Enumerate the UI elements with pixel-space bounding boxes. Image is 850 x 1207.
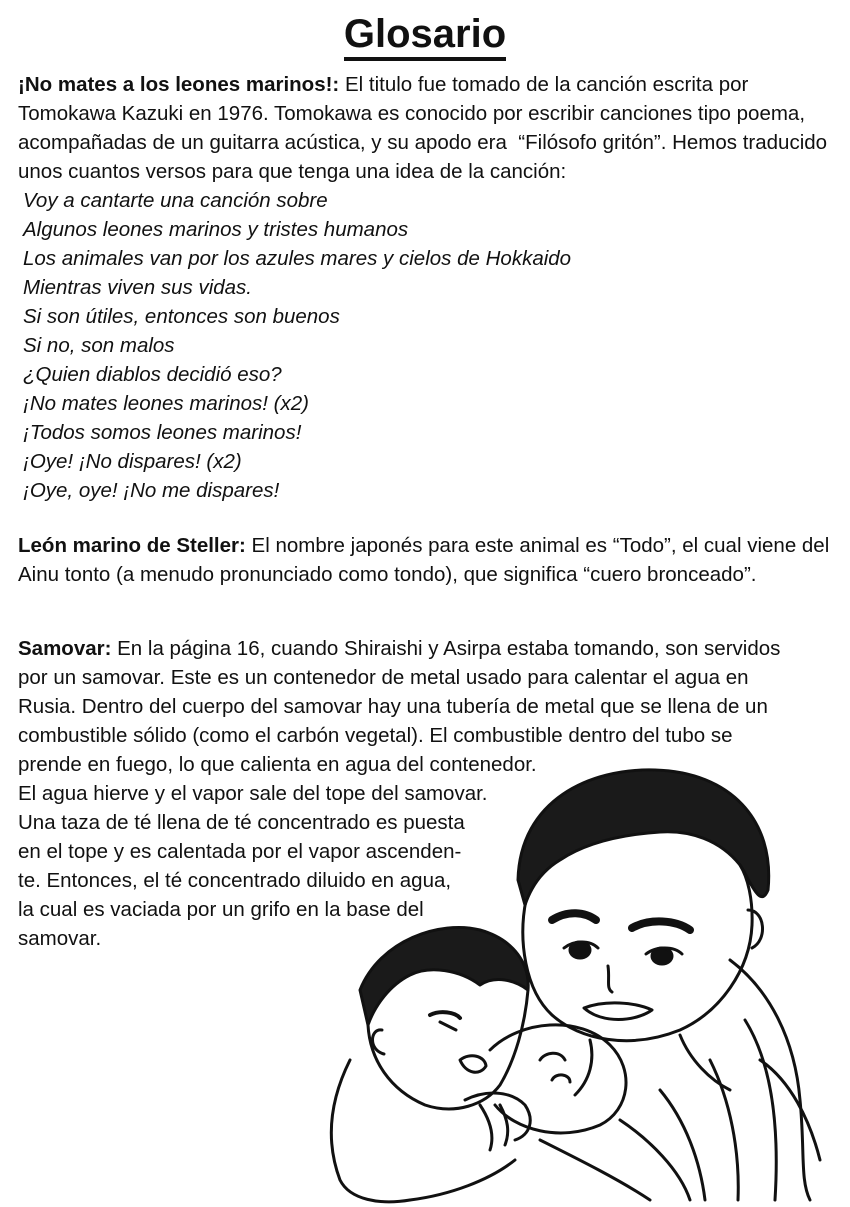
verse-line: ¿Quien diablos decidió eso? xyxy=(23,363,282,386)
entry-steller-text xyxy=(18,531,833,589)
verse-line: Si son útiles, entonces son buenos xyxy=(23,305,340,328)
verse-line: ¡Oye, oye! ¡No me dispares! xyxy=(23,479,280,502)
entry-samovar-line: Una taza de té llena de té concentrado es puesta xyxy=(18,811,465,834)
entry-samovar-line: samovar. xyxy=(18,927,102,950)
page-title xyxy=(0,12,850,57)
manga-mother-and-child-illustration xyxy=(290,760,835,1205)
verse-line: ¡No mates leones marinos! (x2) xyxy=(23,392,309,415)
entry-samovar-line: El agua hierve y el vapor sale del tope del samovar. xyxy=(18,782,488,805)
verse-line: ¡Oye! ¡No dispares! (x2) xyxy=(23,450,242,473)
entry-samovar-line xyxy=(18,634,833,663)
entry-samovar-line: por un samovar. Este es un contenedor de metal usado para calentar el agua en xyxy=(18,666,749,689)
song-verses xyxy=(18,186,833,505)
entry-samovar-line: la cual es vaciada por un grifo en la base del xyxy=(18,898,424,921)
page-title-text: Glosario xyxy=(344,12,506,61)
verse-line: ¡Todos somos leones marinos! xyxy=(23,421,302,444)
entry-samovar-line: prende en fuego, lo que calienta en agua del contenedor. xyxy=(18,753,537,776)
entry-text: El nombre japonés para este animal es “Todo”, el cual viene del Ainu tonto (a menudo pronunciado como tondo), que significa “cuero bronceado”. xyxy=(18,534,830,586)
entry-samovar-line: combustible sólido (como el carbón vegetal). El combustible dentro del tubo se xyxy=(18,724,733,747)
entry-text: En la página 16, cuando Shiraishi y Asirpa estaba tomando, son servidos xyxy=(111,637,781,660)
entry-term: ¡No mates a los leones marinos!: xyxy=(18,73,340,96)
entry-text: El titulo fue tomado de la canción escrita por Tomokawa Kazuki en 1976. Tomokawa es conocido por escribir canciones tipo poema, acompañadas de un guitarra acústica, y su apodo era “Filósofo gritón”. Hemos traducido unos cuantos versos para que tenga una idea de la canción: xyxy=(18,73,828,183)
entry-samovar-line: Rusia. Dentro del cuerpo del samovar hay una tubería de metal que se llena de un xyxy=(18,695,768,718)
entry-samovar-line: te. Entonces, el té concentrado diluido en agua, xyxy=(18,869,452,892)
entry-samovar-line: en el tope y es calentada por el vapor ascenden- xyxy=(18,840,462,863)
verse-line: Mientras viven sus vidas. xyxy=(23,276,253,299)
entry-term: León marino de Steller: xyxy=(18,534,246,557)
entry-sea-lions xyxy=(18,70,833,505)
verse-line: Los animales van por los azules mares y cielos de Hokkaido xyxy=(23,247,572,270)
verse-line: Algunos leones marinos y tristes humanos xyxy=(23,218,409,241)
entry-term: Samovar: xyxy=(18,637,112,660)
verse-line: Voy a cantarte una canción sobre xyxy=(23,189,328,212)
verse-line: Si no, son malos xyxy=(23,334,175,357)
entry-sea-lions-intro xyxy=(18,70,833,186)
entry-steller xyxy=(18,531,833,589)
